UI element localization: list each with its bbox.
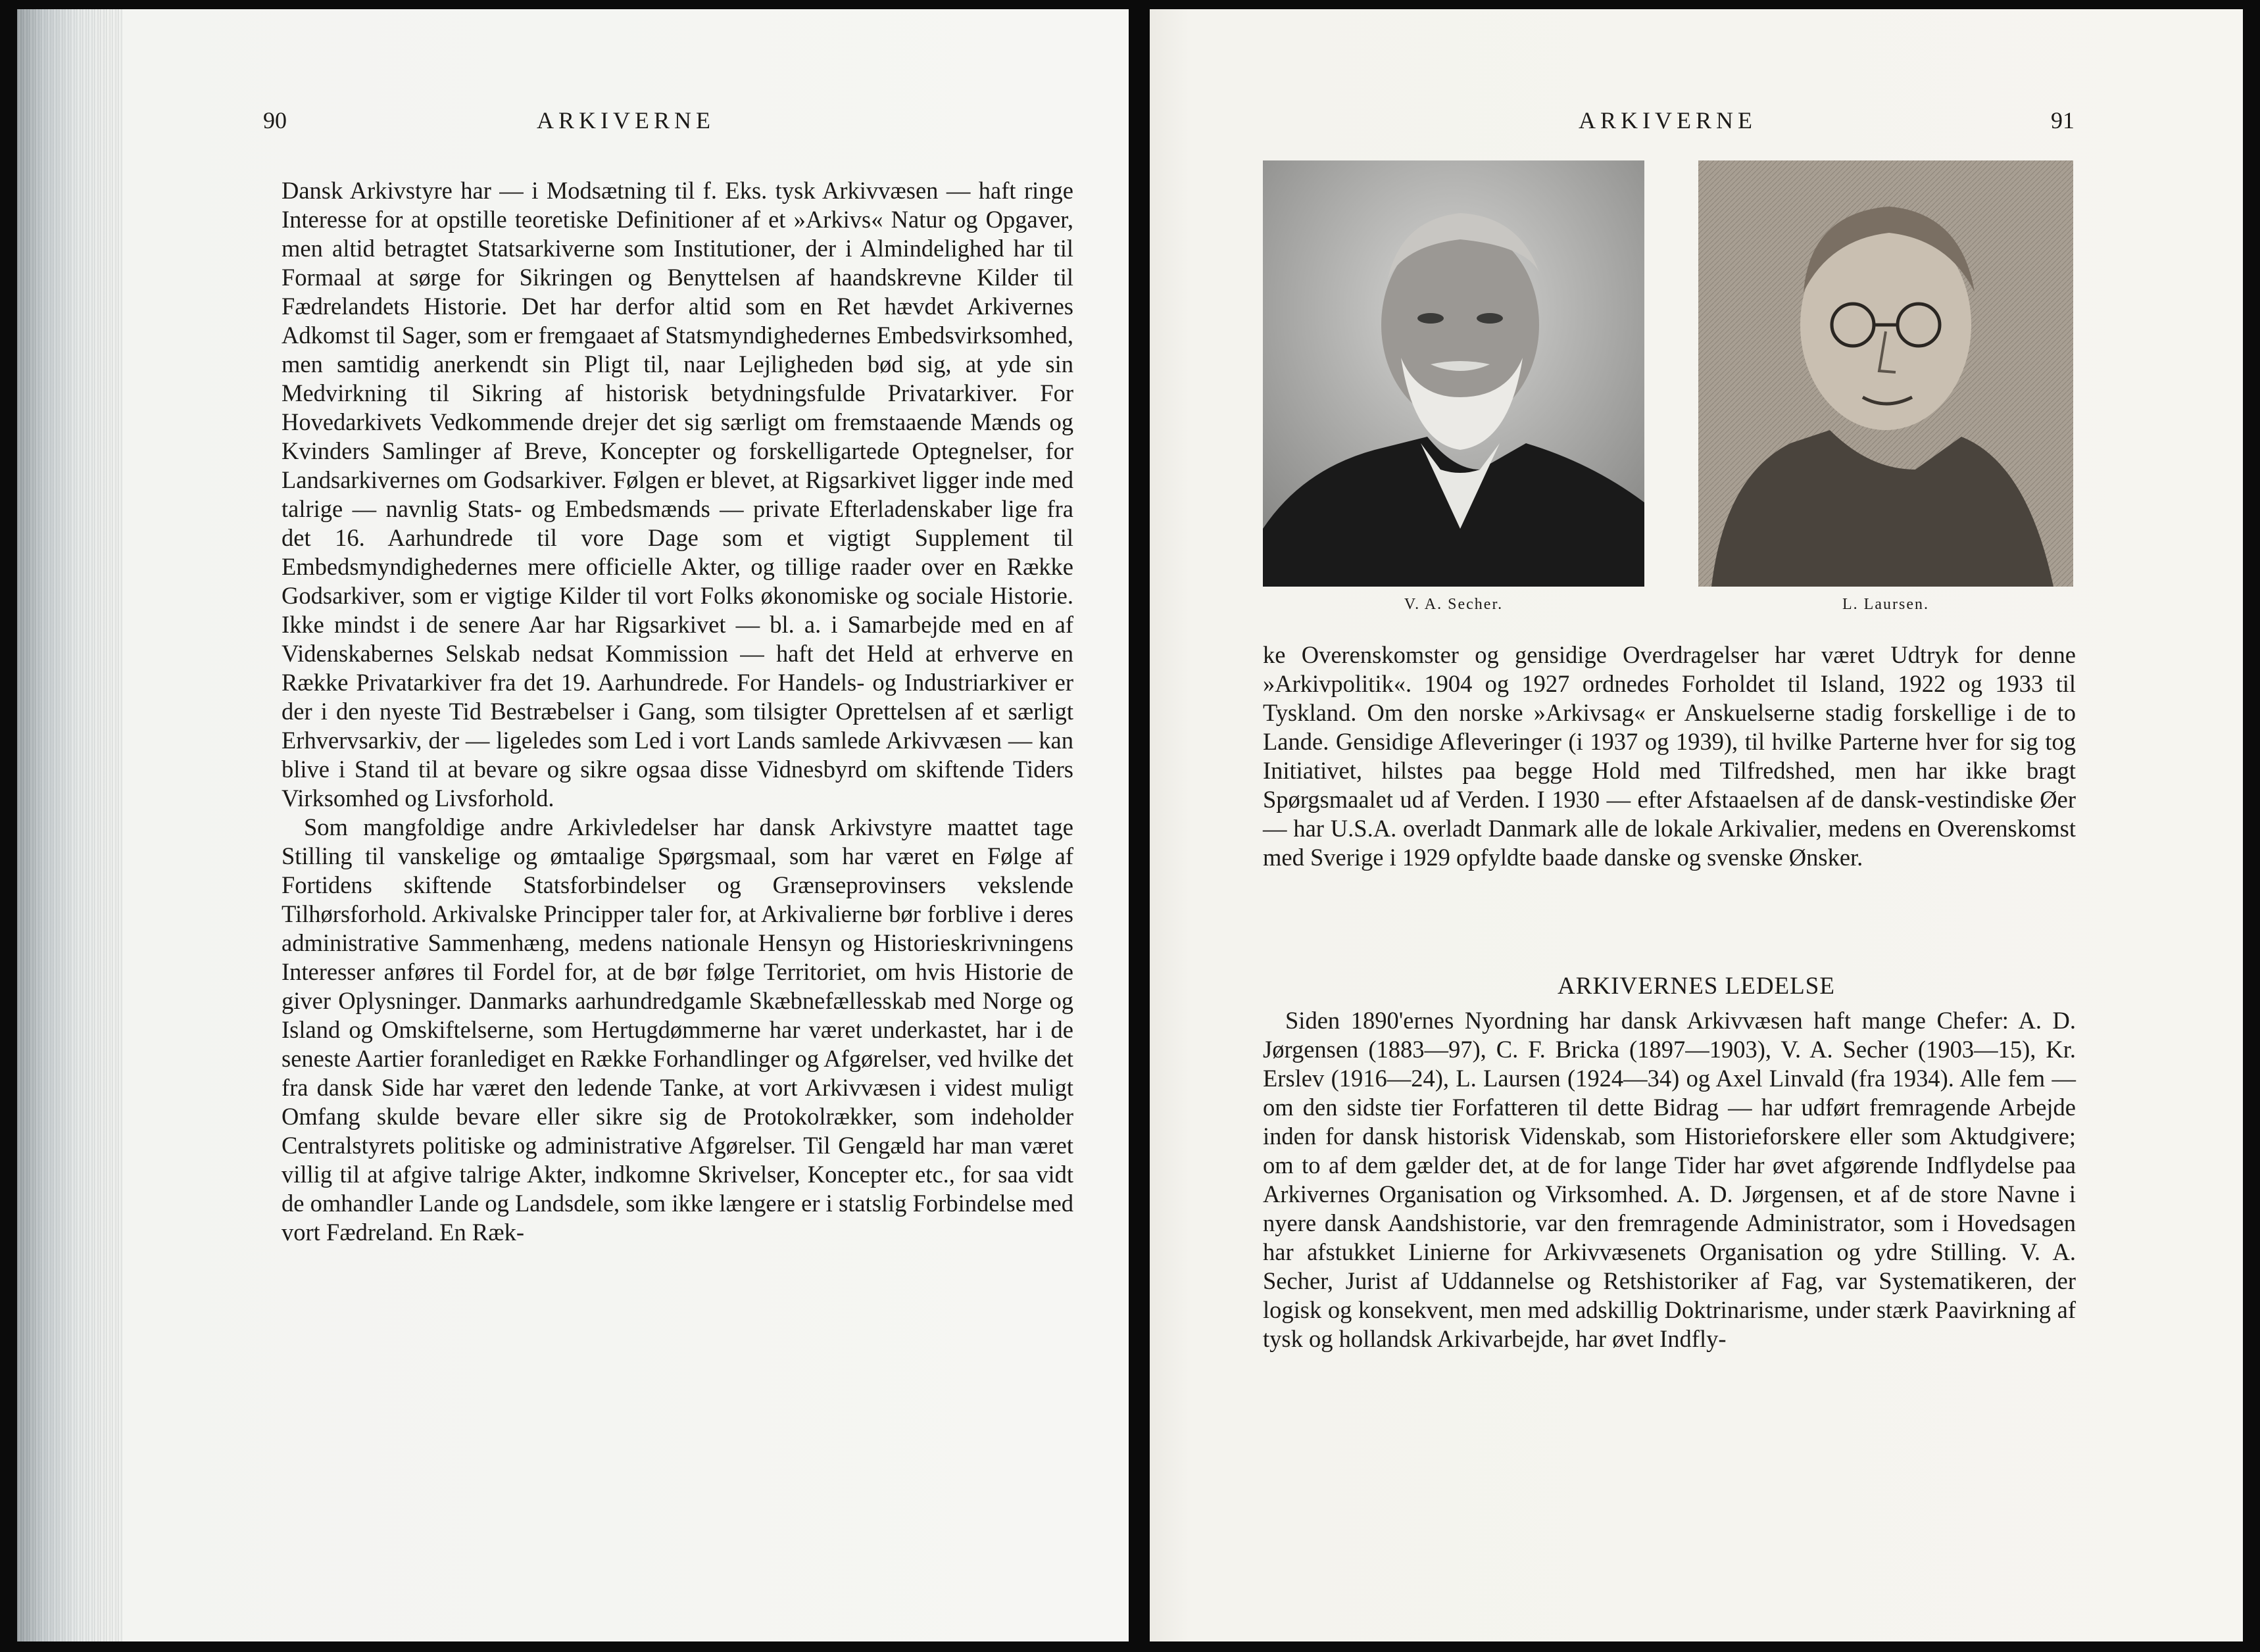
paragraph: ke Overenskomster og gensidige Overdragelser har været Udtryk for denne »Arkivpolitik«. 1904 og 1927 ordnedes Forholdet til Island, 1922 og 1933 til Tyskland. Om den norske »Arkivsag« er Anskuelserne stadig forskellige i de to Lande. Gensidige Afleveringer (i 1937 og 1939), til hvilke Parterne hver for sig tog Initiativet, hilstes paa begge Hold med Tilfredshed, men har ikke bragt Spørgsmaalet ud af Verden. I 1930 — efter Afstaaelsen af de dansk-vestindiske Øer — har U.S.A. overladt Danmark alle de lokale Arkivalier, medens en Overenskomst med Sverige i 1929 opfyldte baade danske og svenske Ønsker. <box>1263 641 2076 871</box>
paragraph: Dansk Arkivstyre har — i Modsætning til f. Eks. tysk Arkivvæsen — haft ringe Interesse for at opstille teoretiske Definitioner af et »Arkivs« Natur og Opgaver, men altid betragtet Statsarkiverne som Institutioner, der i Almindelighed har til Formaal at sørge for Sikringen og Benyttelsen af haandskrevne Kilder til Fædrelandets Historie. Det har derfor altid som en Ret hævdet Arkivernes Adkomst til Sager, som er fremgaaet af Statsmyndighedernes Embedsvirksomhed, men samtidig anerkendt sin Pligt til, naar Lejligheden bød sig, at yde sin Medvirkning til Sikring af historisk betydningsfulde Privatarkiver. For Hovedarkivets Vedkommende drejer det sig særligt om fremstaaende Mænds og Kvinders Samlinger af Breve, Koncepter og forskelligartede Optegnelser, for Landsarkivernes om Godsarkiver. Følgen er blevet, at Rigsarkivet ligger inde med talrige — navnlig Stats- og Embedsmænds — private Efterladenskaber lige fra det 16. Aarhundrede til vore Dage som et vigtigt Supplement til Embedsmyndighedernes mere officielle Akter, og tillige raader over en Række Godsarkiver, som er vigtige Kilder til vort Folks økonomiske og sociale Historie. Ikke mindst i de senere Aar har Rigsarkivet — bl. a. i Samarbejde med en af Videnskabernes Selskab nedsat Kommission — haft det Held at erhverve en Række Privatarkiver fra det 19. Aarhundrede. For Handels- og Industriarkiver er der i den nyeste Tid Bestræbelser i Gang, som tilsigter Oprettelsen af et særligt Erhvervsarkiv, der — ligeledes som Led i vort Lands samlede Arkivvæsen — kan blive i Stand til at bevare og sikre ogsaa disse Vidnesbyrd om skiftende Tiders Virksomhed og Livsforhold. <box>282 177 1073 812</box>
running-head: ARKIVERNE <box>537 107 715 134</box>
section-body <box>1263 1006 2076 1353</box>
page-edges <box>17 9 122 1641</box>
running-head: ARKIVERNE <box>1579 107 1757 134</box>
page-number: 90 <box>263 107 287 134</box>
paragraph: Som mangfoldige andre Arkivledelser har dansk Arkivstyre maattet tage Stilling til vanskelige og ømtaalige Spørgsmaal, som har været en Følge af Fortidens skiftende Statsforbindelser og Grænseprovinsers vekslende Tilhørsforhold. Arkivalske Principper taler for, at Arkivalierne bør forblive i deres administrative Sammenhæng, medens nationale Hensyn og Historieskrivningens Interesser anføres til Fordel for, at de bør følge Territoriet, om hvis Historie de giver Oplysninger. Danmarks aarhundredgamle Skæbnefællesskab med Norge og Island og Omskiftelserne, som Hertugdømmerne har været underkastet, har i de seneste Aartier foranlediget en Række Forhandlinger og Afgørelser, ved hvilke det fra dansk Side har været den ledende Tanke, at vort Arkivvæsen i videst muligt Omfang skulde bevare eller sikre sig de Protokolrækker, som indeholder Centralstyrets politiske og administrative Afgørelser. Til Gengæld har man været villig til at afgive talrige Akter, indkomne Skrivelser, Koncepter etc., for saa vidt de omhandler Lande og Landsdele, som ikke længere er i statslig Forbindelse med vort Fædreland. En Ræk- <box>282 814 1073 1246</box>
portrait-caption: V. A. Secher. <box>1404 596 1504 613</box>
portrait-photo-laursen <box>1698 160 2073 587</box>
right-page <box>1150 9 2243 1641</box>
page-number: 91 <box>2051 107 2075 134</box>
left-page <box>17 9 1129 1641</box>
body-text <box>282 176 1073 1247</box>
body-text-continued <box>1263 641 2076 872</box>
portrait-caption: L. Laursen. <box>1842 596 1929 613</box>
paragraph: Siden 1890'ernes Nyordning har dansk Arkivvæsen haft mange Chefer: A. D. Jørgensen (1883—97), C. F. Bricka (1897—1903), V. A. Secher (1903—15), Kr. Erslev (1916—24), L. Laursen (1924—34) og Axel Linvald (fra 1934). Alle fem — om den sidste tier Forfatteren til dette Bidrag — har udført fremragende Arbejde inden for dansk historisk Videnskab, som Historieforskere eller som Aktudgivere; om to af dem gælder det, at de for lange Tider har øvet afgørende Indflydelse paa Arkivernes Organisation og Virksomhed. A. D. Jørgensen, et af de store Navne i nyere dansk Aandshistorie, var den fremragende Administrator, som i Hovedsagen har afstukket Linierne for Arkivvæsenets Organisation og ydre Stilling. V. A. Secher, Jurist af Uddannelse og Retshistoriker af Fag, var Systematikeren, der logisk og konsekvent, men med adskillig Doktrinarisme, under stærk Paavirkning af tysk og hollandsk Arkivarbejde, har øvet Indfly- <box>1263 1007 2076 1352</box>
section-title: ARKIVERNES LEDELSE <box>1558 973 1835 1000</box>
portrait-photo-secher <box>1263 160 1644 587</box>
